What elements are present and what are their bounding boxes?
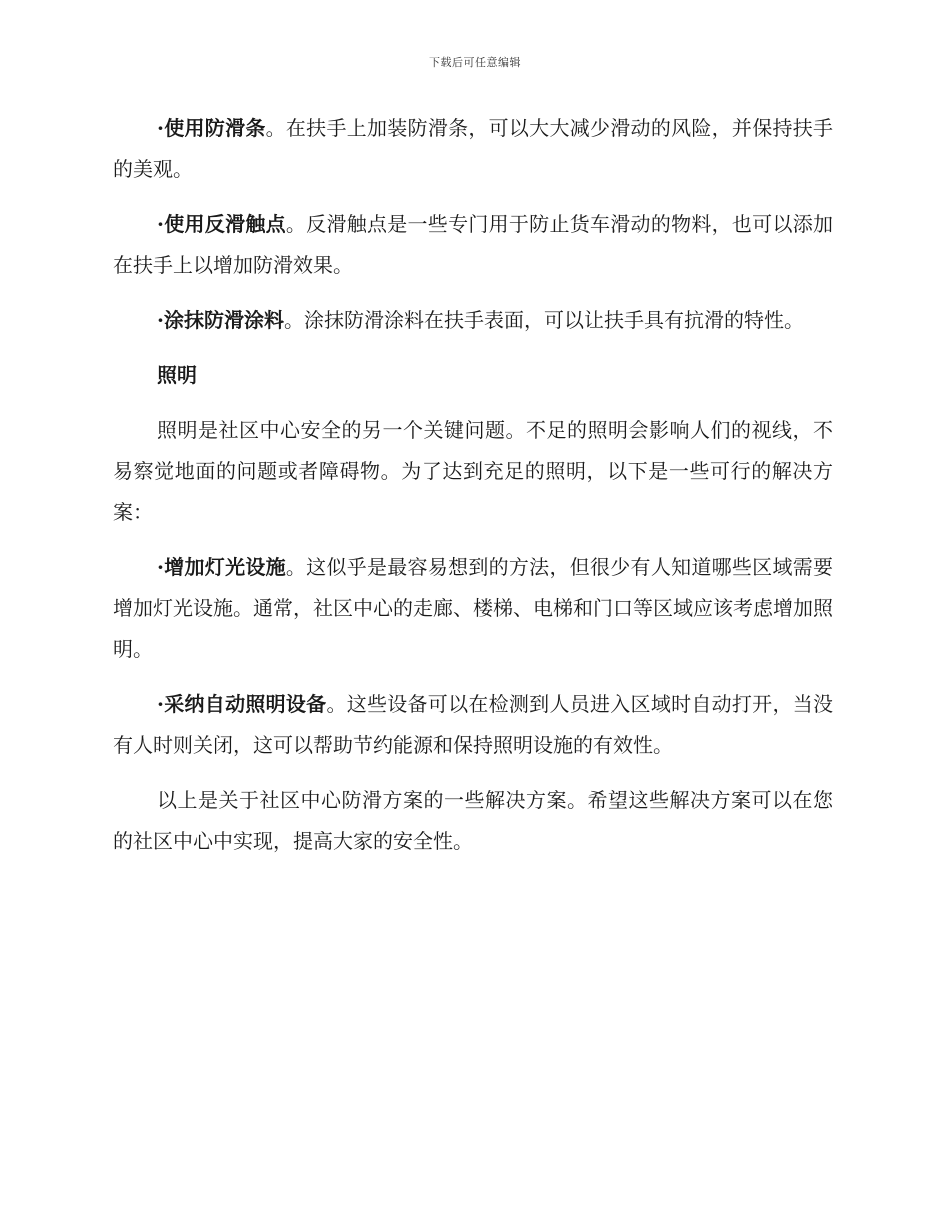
document-body bbox=[113, 108, 833, 876]
bullet-paragraph-add-lighting bbox=[113, 547, 833, 670]
bullet-text: 。这些设备可以在检测到人员进入区域时自动打开，当没有人时则关闭，这可以帮助节约能源和保持照明设施的有效性。 bbox=[113, 692, 834, 757]
bullet-marker: · bbox=[157, 116, 164, 140]
bullet-paragraph-auto-lighting bbox=[113, 684, 833, 766]
bullet-term: 采纳自动照明设备 bbox=[163, 692, 327, 716]
page-header: 下载后可任意编辑 bbox=[429, 56, 521, 69]
bullet-term: 使用反滑触点 bbox=[163, 212, 286, 236]
bullet-text: 。这似乎是最容易想到的方法，但很少有人知道哪些区域需要增加灯光设施。通常，社区中心的走廊、楼梯、电梯和门口等区域应该考虑增加照明。 bbox=[113, 555, 834, 661]
bullet-term: 涂抹防滑涂料 bbox=[163, 308, 284, 332]
bullet-marker: · bbox=[157, 555, 164, 579]
bullet-paragraph-anti-slip-contacts bbox=[113, 204, 833, 286]
bullet-marker: · bbox=[157, 692, 164, 716]
section-heading: 照明 bbox=[157, 363, 197, 387]
bullet-paragraph-anti-slip-strip bbox=[113, 108, 833, 190]
bullet-term: 使用防滑条 bbox=[163, 116, 266, 140]
bullet-paragraph-anti-slip-coating bbox=[113, 300, 833, 341]
bullet-term: 增加灯光设施 bbox=[163, 555, 286, 579]
bullet-marker: · bbox=[157, 308, 164, 332]
bullet-marker: · bbox=[157, 212, 164, 236]
section-intro-paragraph: 照明是社区中心安全的另一个关键问题。不足的照明会影响人们的视线，不易察觉地面的问题或者障碍物。为了达到充足的照明，以下是一些可行的解决方案： bbox=[113, 418, 833, 524]
conclusion-paragraph: 以上是关于社区中心防滑方案的一些解决方案。希望这些解决方案可以在您的社区中心中实现，提高大家的安全性。 bbox=[113, 788, 833, 853]
bullet-text: 。在扶手上加装防滑条，可以大大减少滑动的风险，并保持扶手的美观。 bbox=[113, 116, 834, 181]
bullet-text: 。涂抹防滑涂料在扶手表面，可以让扶手具有抗滑的特性。 bbox=[283, 308, 804, 332]
bullet-text: 。反滑触点是一些专门用于防止货车滑动的物料，也可以添加在扶手上以增加防滑效果。 bbox=[113, 212, 834, 277]
